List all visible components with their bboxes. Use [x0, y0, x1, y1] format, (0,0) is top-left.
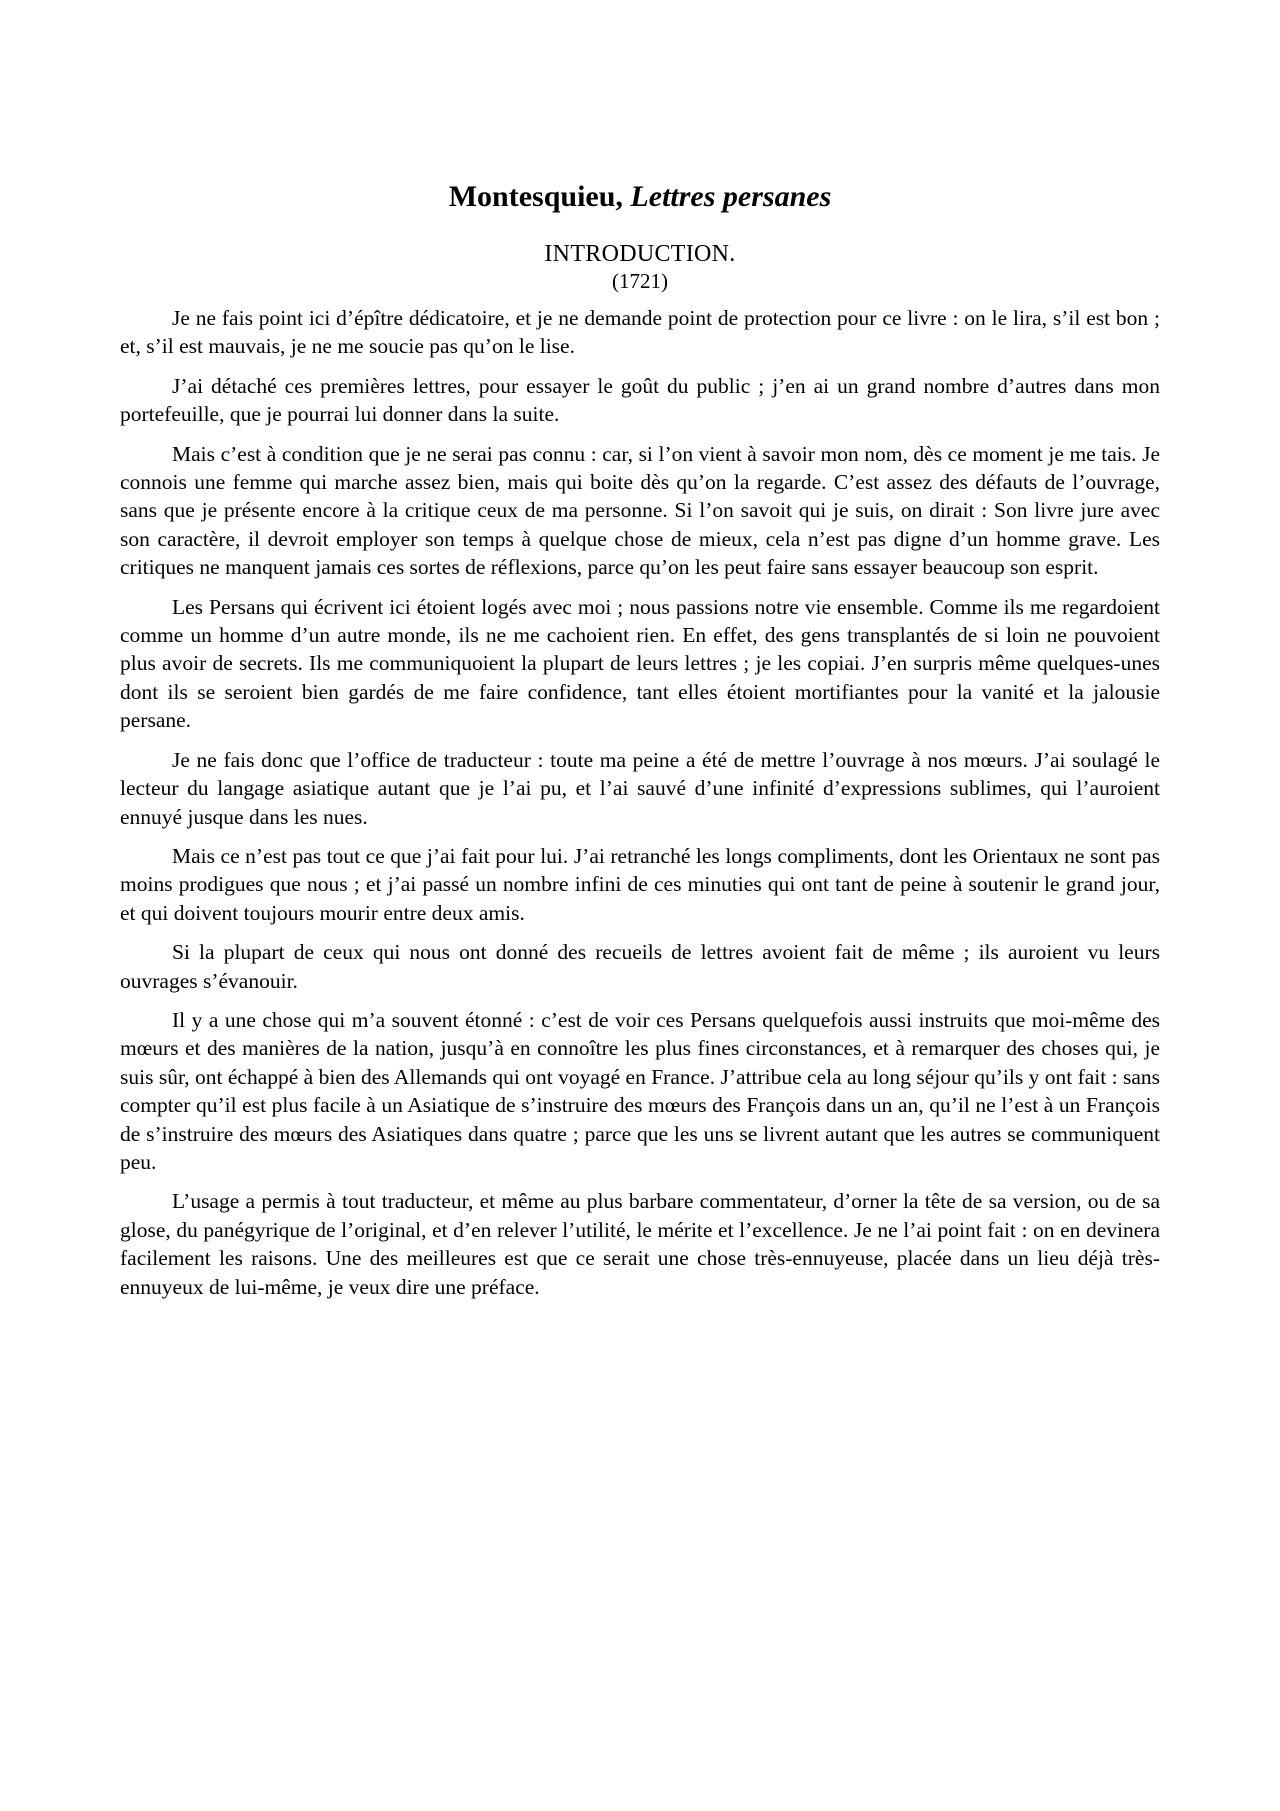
paragraph: Si la plupart de ceux qui nous ont donné des recueils de lettres avoient fait de même ; ils auroient vu leurs ouvrages s’évanouir.	[120, 940, 1160, 993]
body-text	[120, 304, 1160, 1301]
paragraph: J’ai détaché ces premières lettres, pour essayer le goût du public ; j’en ai un grand nombre d’autres dans mon portefeuille, que je pourrai lui donner dans la suite.	[120, 373, 1160, 427]
document-page	[120, 0, 1160, 1312]
paragraph: L’usage a permis à tout traducteur, et même au plus barbare commentateur, d’orner la tête de sa version, ou de sa glose, du panégyrique de l’original, et d’en relever l’utilité, le mérite et l’excellence. Je ne l’ai point fait : on en devinera facilement les raisons. Une des meilleures est que ce serait une chose très-ennuyeuse, placée dans un lieu déjà très-ennuyeux de lui-même, je veux dire une préface.	[120, 1189, 1160, 1299]
paragraph: Il y a une chose qui m’a souvent étonné : c’est de voir ces Persans quelquefois aussi instruits que moi-même des mœurs et des manières de la nation, jusqu’à en connoître les plus fines circonstances, et à remarquer des choses qui, je suis sûr, ont échappé à bien des Allemands qui ont voyagé en France. J’attribue cela au long séjour qu’ils y ont fait : sans compter qu’il est plus facile à un Asiatique de s’instruire des mœurs des François dans un an, qu’il ne l’est à un François de s’instruire des mœurs des Asiatiques dans quatre ; parce que les uns se livrent autant que les autres se communiquent peu.	[120, 1007, 1160, 1174]
document-title	[120, 177, 1160, 217]
paragraph: Mais c’est à condition que je ne serai pas connu : car, si l’on vient à savoir mon nom, dès ce moment je me tais. Je connois une femme qui marche assez bien, mais qui boite dès qu’on la regarde. C’est assez des défauts de l’ouvrage, sans que je présente encore à la critique ceux de ma personne. Si l’on savoit qui je suis, on dirait : Son livre jure avec son caractère, il devroit employer son temps à quelque chose de mieux, cela n’est pas digne d’un homme grave. Les critiques ne manquent jamais ces sortes de réflexions, parce qu’on les peut faire sans essayer beaucoup son esprit.	[120, 441, 1160, 580]
work-title: Lettres persanes	[630, 180, 832, 213]
paragraph: Les Persans qui écrivent ici étoient logés avec moi ; nous passions notre vie ensemble. Comme ils me regardoient comme un homme d’un autre monde, ils ne me cachoient rien. En effet, des gens transplantés de si loin ne pouvoient plus avoir de secrets. Ils me communiquoient la plupart de leurs lettres ; je les copiai. J’en surpris même quelques-unes dont ils se seroient bien gardés de me faire confidence, tant elles étoient mortifiantes pour la vanité et la jalousie persane.	[120, 594, 1160, 733]
paragraph: Je ne fais donc que l’office de traducteur : toute ma peine a été de mettre l’ouvrage à nos mœurs. J’ai soulagé le lecteur du langage asiatique autant que je l’ai pu, et l’ai sauvé d’une infinité d’expressions sublimes, qui l’auroient ennuyé jusque dans les nues.	[120, 747, 1160, 829]
paragraph: Mais ce n’est pas tout ce que j’ai fait pour lui. J’ai retranché les longs compliments, dont les Orientaux ne sont pas moins prodigues que nous ; et j’ai passé un nombre infini de ces minuties qui ont tant de peine à soutenir le grand jour, et qui doivent toujours mourir entre deux amis.	[120, 843, 1160, 925]
paragraph: Je ne fais point ici d’épître dédicatoire, et je ne demande point de protection pour ce livre : on le lira, s’il est bon ; et, s’il est mauvais, je ne me soucie pas qu’on le lise.	[120, 306, 1160, 359]
section-title: INTRODUCTION.	[544, 241, 736, 267]
author-name: Montesquieu,	[448, 180, 623, 213]
section-date: (1721)	[612, 269, 668, 293]
